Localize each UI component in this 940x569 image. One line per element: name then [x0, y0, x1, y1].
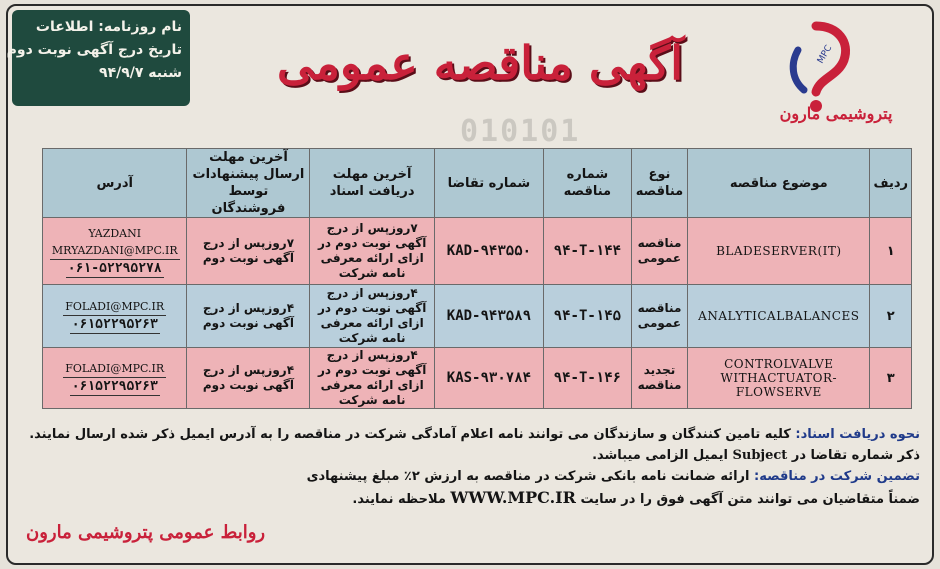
tender-number: ۹۴-T-۱۴۵: [543, 285, 631, 348]
publish-date-label: تاریخ درج آگهی نوبت دوم: [6, 42, 182, 58]
contact-phone: ۰۶۱۵۲۲۹۵۲۶۳: [71, 317, 158, 332]
contact-email[interactable]: FOLADI@MPC.IR: [63, 298, 166, 316]
header-offer-deadline: آخرین مهلت ارسال پیشنهادات توسط فروشندگان: [187, 149, 310, 218]
tender-subject: BLADESERVER(IT): [688, 218, 870, 285]
header-type: نوع مناقصه: [631, 149, 687, 218]
notice-title: آگهی مناقصه عمومی: [276, 36, 684, 90]
site-url-link[interactable]: WWW.MPC.IR: [450, 488, 576, 507]
website-info: [20, 487, 920, 510]
newspaper-name: نام روزنامه: اطلاعات: [35, 19, 182, 35]
notice-footer: [20, 424, 920, 510]
guarantee-label: تضمین شرکت در مناقصه:: [754, 469, 920, 484]
logo-abbr: MPC: [815, 43, 835, 66]
docs-text: کلیه تامین کنندگان و سازندگان می توانند نامه اعلام آمادگی شرکت در مناقصه را به آدرس ایمیل ذکر شده ارسال نمایند.: [29, 427, 791, 442]
offer-deadline: ۷روزپس از درج آگهی نوبت دوم: [187, 218, 310, 285]
request-number: KAD-۹۴۳۵۵۰: [434, 218, 543, 285]
tender-type: تجدید مناقصه: [631, 348, 687, 409]
offer-deadline: ۴روزپس از درج آگهی نوبت دوم: [187, 285, 310, 348]
doc-deadline: ۴روزپس از درج آگهی نوبت دوم در ازای ارائه معرفی نامه شرکت: [310, 348, 434, 409]
tender-number: ۹۴-T-۱۴۴: [543, 218, 631, 285]
doc-deadline: ۴روزپس از درج آگهی نوبت دوم در ازای ارائه معرفی نامه شرکت: [310, 285, 434, 348]
contact-address: [43, 348, 187, 409]
site-line-a: ضمناً متقاضیان می توانند متن آگهی فوق را در سایت: [580, 492, 920, 507]
site-line-b: ملاحظه نمایند.: [352, 492, 446, 507]
contact-address: [43, 218, 187, 285]
offer-deadline: ۴روزپس از درج آگهی نوبت دوم: [187, 348, 310, 409]
header-doc-deadline: آخرین مهلت دریافت اسناد: [310, 149, 434, 218]
public-relations-signature: روابط عمومی پتروشیمی مارون: [26, 522, 266, 543]
doc-deadline: ۷روزپس از درج آگهی نوبت دوم در ازای ارائه معرفی نامه شرکت: [310, 218, 434, 285]
tender-type: مناقصه عمومی: [631, 285, 687, 348]
background-watermark: 010101: [460, 114, 581, 149]
header-tender-number: شماره مناقصه: [543, 149, 631, 218]
docs-instructions: [20, 424, 920, 445]
tender-subject: CONTROLVALVE WITHACTUATOR- FLOWSERVE: [688, 348, 870, 409]
publication-info-box: [6, 10, 190, 106]
guarantee-text: ارائه ضمانت نامه بانکی شرکت در مناقصه به ارزش ۲٪ مبلغ پیشنهادی: [306, 469, 750, 484]
contact-phone: ۰۶۱۵۲۲۹۵۲۶۳: [71, 379, 158, 394]
contact-address: [43, 285, 187, 348]
tender-subject: ANALYTICALBALANCES: [688, 285, 870, 348]
table-row: [43, 348, 912, 409]
header-row-number: ردیف: [870, 149, 912, 218]
subject-line-b: ایمیل الزامی میباشد.: [592, 448, 728, 463]
subject-line-a: ذکر شماره تقاضا در: [791, 448, 920, 463]
tender-type: مناقصه عمومی: [631, 218, 687, 285]
publish-date-value: شنبه ۹۴/۹/۷: [99, 65, 182, 81]
row-number: ۱: [870, 218, 912, 285]
table-row: [43, 285, 912, 348]
row-number: ۳: [870, 348, 912, 409]
subject-requirement: [20, 445, 920, 466]
contact-email[interactable]: MRYAZDANI@MPC.IR: [50, 242, 180, 260]
request-number: KAD-۹۴۳۵۸۹: [434, 285, 543, 348]
tender-number: ۹۴-T-۱۴۶: [543, 348, 631, 409]
header-address: آدرس: [43, 149, 187, 218]
request-number: KAS-۹۳۰۷۸۴: [434, 348, 543, 409]
contact-email[interactable]: FOLADI@MPC.IR: [63, 360, 166, 378]
table-header-row: [43, 149, 912, 218]
guarantee-info: [20, 466, 920, 487]
row-number: ۲: [870, 285, 912, 348]
contact-phone: ۰۶۱-۵۲۲۹۵۲۷۸: [67, 260, 162, 276]
table-row: [43, 218, 912, 285]
docs-label: نحوه دریافت اسناد:: [795, 427, 920, 442]
subject-word: Subject: [732, 448, 788, 463]
logo-company-name: پتروشیمی مارون: [779, 104, 893, 123]
contact-name: YAZDANI: [88, 226, 142, 240]
header-subject: موضوع مناقصه: [688, 149, 870, 218]
header-request-number: شماره تقاضا: [434, 149, 543, 218]
tender-table: [42, 148, 912, 409]
